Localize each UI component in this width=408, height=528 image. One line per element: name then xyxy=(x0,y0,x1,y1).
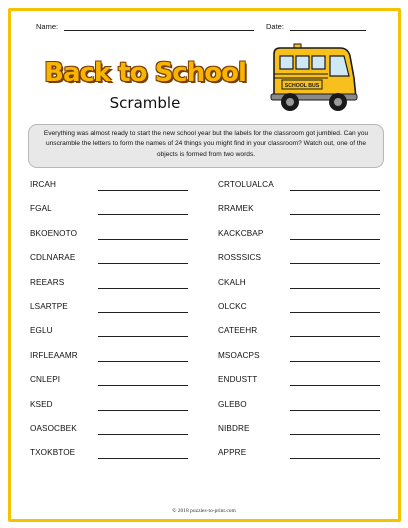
scrambled-word: IRFLEAAMR xyxy=(30,350,78,360)
answer-line[interactable] xyxy=(290,361,380,362)
scrambled-word: NIBDRE xyxy=(218,424,250,433)
page-title: Back to School xyxy=(44,58,246,88)
scrambled-word: OASOCBEK xyxy=(30,424,77,433)
scrambled-word: REEARS xyxy=(30,277,65,287)
answer-line[interactable] xyxy=(290,434,380,435)
scramble-row xyxy=(30,326,190,338)
scramble-row xyxy=(30,375,190,387)
answer-line[interactable] xyxy=(98,190,188,191)
answer-line[interactable] xyxy=(290,458,380,459)
answer-line[interactable] xyxy=(290,385,380,386)
scramble-row xyxy=(218,326,378,338)
scrambled-word: RRAMEK xyxy=(218,204,254,214)
answer-line[interactable] xyxy=(290,239,380,240)
scramble-row xyxy=(218,253,378,265)
scramble-row xyxy=(30,253,190,265)
scramble-row xyxy=(30,302,190,314)
scramble-row xyxy=(30,204,190,216)
page-subtitle: Scramble xyxy=(109,94,181,112)
scramble-row xyxy=(30,229,190,241)
answer-line[interactable] xyxy=(98,214,188,215)
school-bus-icon xyxy=(268,42,360,116)
answer-line[interactable] xyxy=(98,336,188,337)
scrambled-word: KACKCBAP xyxy=(218,228,264,238)
scrambled-word: ENDUSTT xyxy=(218,375,258,385)
date-field-line xyxy=(290,30,366,31)
scramble-row xyxy=(218,302,378,314)
scramble-row xyxy=(30,448,190,460)
scramble-row xyxy=(218,180,378,192)
scramble-row xyxy=(218,375,378,387)
scrambled-word: MSOACPS xyxy=(218,350,260,360)
scramble-row xyxy=(30,351,190,363)
answer-line[interactable] xyxy=(98,410,188,411)
answer-line[interactable] xyxy=(290,410,380,411)
name-field-line xyxy=(64,30,254,31)
answer-line[interactable] xyxy=(290,336,380,337)
scrambled-word: EGLU xyxy=(30,326,53,336)
scrambled-word: CKALH xyxy=(218,277,246,287)
scramble-row xyxy=(30,400,190,412)
bus-sign-text: SCHOOL BUS xyxy=(284,83,320,89)
answer-line[interactable] xyxy=(290,190,380,191)
answer-line[interactable] xyxy=(98,361,188,362)
scramble-row xyxy=(218,424,378,436)
scrambled-word: LSARTPE xyxy=(30,302,68,311)
scramble-row xyxy=(218,448,378,460)
scrambled-word: ROSSSICS xyxy=(218,253,262,263)
answer-line[interactable] xyxy=(98,458,188,459)
answer-line[interactable] xyxy=(98,263,188,264)
scrambled-word: CDLNARAE xyxy=(30,253,76,263)
instructions-box: Everything was almost ready to start the new school year but the labels for the classroom got jumbled. Can you unscramble the letters to form the names of 24 things you might find in your classroom? Watch out, one of the objects is formed from two words. xyxy=(28,124,384,168)
scramble-row xyxy=(218,204,378,216)
answer-line[interactable] xyxy=(98,312,188,313)
answer-line[interactable] xyxy=(98,239,188,240)
scrambled-word: TXOKBTOE xyxy=(30,448,76,458)
footer-copyright: © 2018 puzzles-to-print.com xyxy=(172,508,236,514)
scrambled-word: BKOENOTO xyxy=(30,228,78,238)
scrambled-word: IRCAH xyxy=(30,180,56,189)
scramble-row xyxy=(218,229,378,241)
scrambled-word: FGAL xyxy=(30,204,52,214)
scrambled-word: CATEEHR xyxy=(218,326,258,336)
scramble-row xyxy=(30,180,190,192)
answer-line[interactable] xyxy=(98,288,188,289)
answer-line[interactable] xyxy=(290,312,380,313)
answer-line[interactable] xyxy=(290,288,380,289)
answer-line[interactable] xyxy=(98,434,188,435)
name-label: Name: xyxy=(36,22,59,31)
scrambled-word: APPRE xyxy=(218,448,247,458)
scrambled-word: OLCKC xyxy=(218,302,247,311)
scrambled-word: GLEBO xyxy=(218,399,247,409)
answer-line[interactable] xyxy=(290,263,380,264)
scramble-row xyxy=(218,278,378,290)
answer-line[interactable] xyxy=(290,214,380,215)
scramble-row xyxy=(30,278,190,290)
scramble-row xyxy=(218,400,378,412)
scrambled-word: KSED xyxy=(30,399,53,409)
scramble-row xyxy=(30,424,190,436)
scrambled-word: CRTOLUALCA xyxy=(218,180,274,189)
scrambled-word: CNLEPI xyxy=(30,375,61,385)
date-label: Date: xyxy=(266,22,284,31)
answer-line[interactable] xyxy=(98,385,188,386)
scramble-row xyxy=(218,351,378,363)
